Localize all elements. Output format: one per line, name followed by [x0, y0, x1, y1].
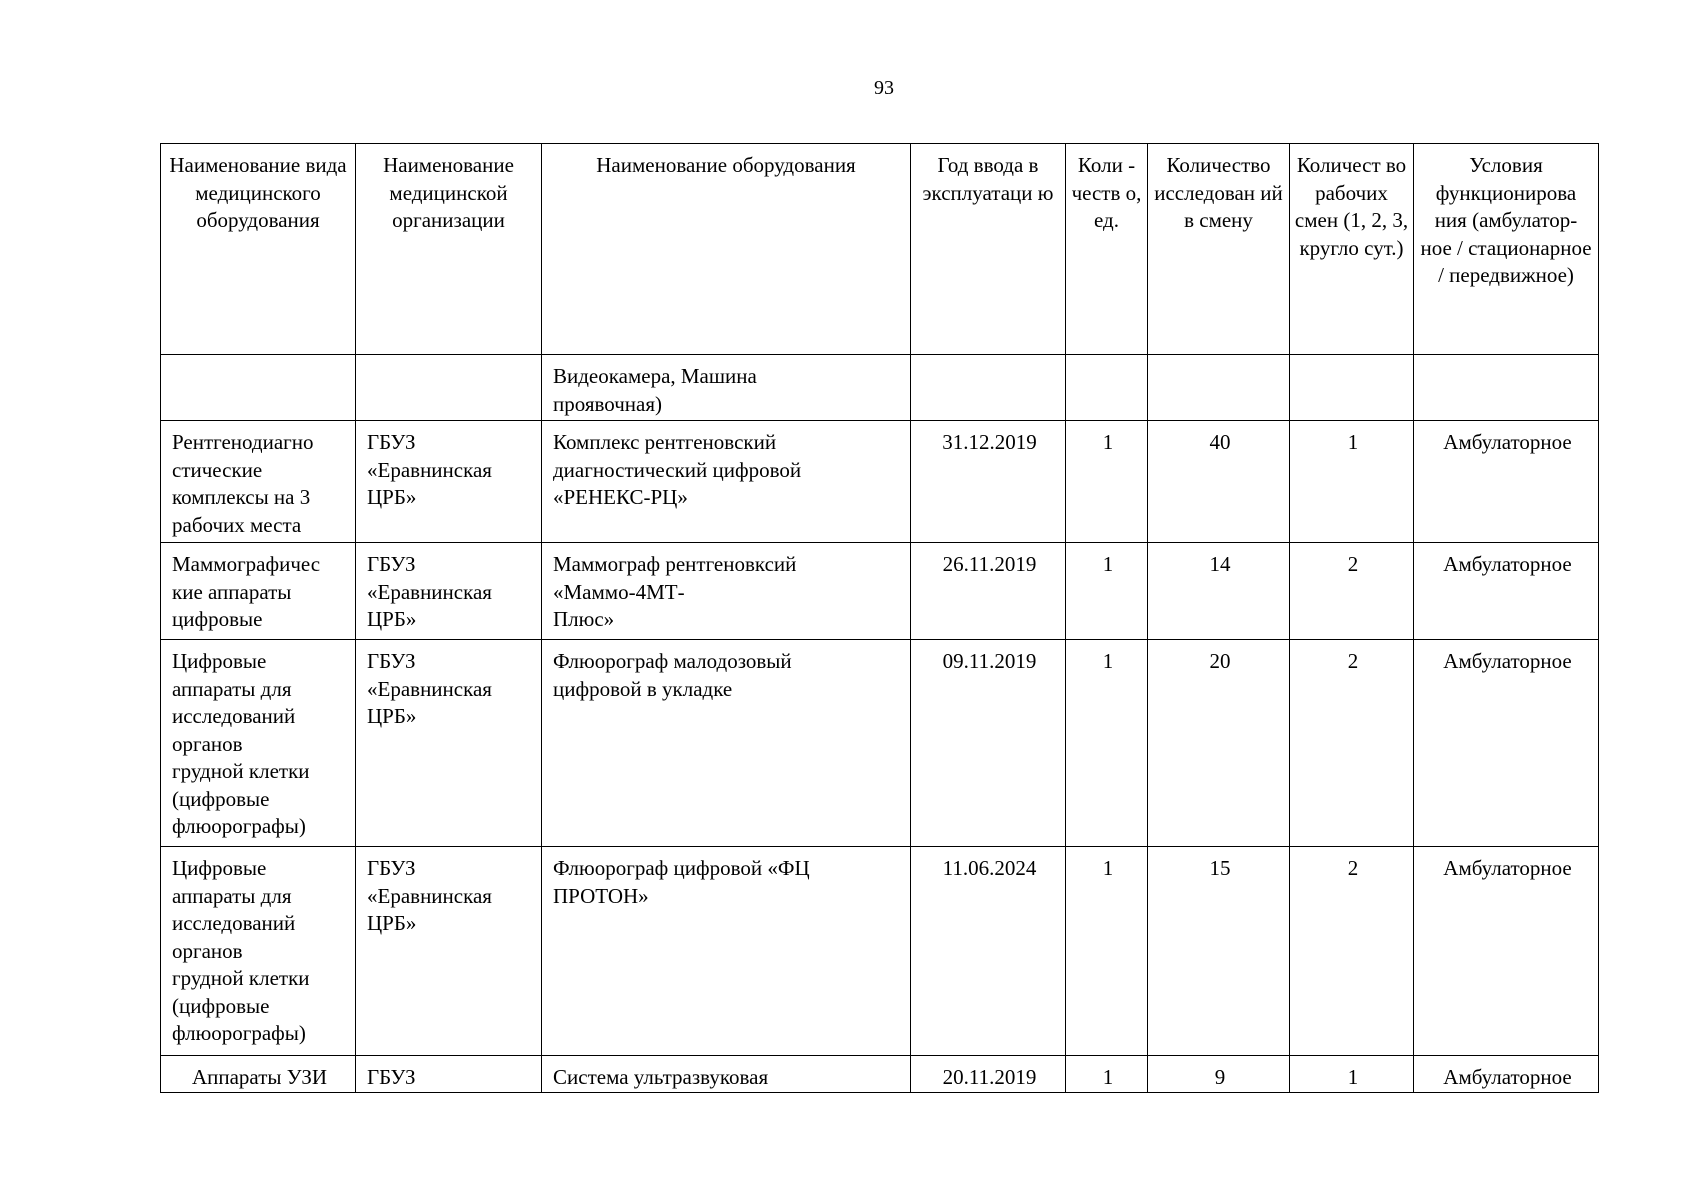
cell-operating-conditions: Амбулаторное — [1414, 1056, 1599, 1093]
cell-operating-conditions: Амбулаторное — [1414, 640, 1599, 847]
cell-work-shifts: 2 — [1290, 640, 1414, 847]
cell-organization: ГБУЗ «Еравнинская ЦРБ» — [356, 421, 542, 543]
header-work-shifts: Количест во рабочих смен (1, 2, 3, кругло сут.) — [1290, 144, 1414, 355]
cell-equipment-type: Маммографичес кие аппараты цифровые — [161, 543, 356, 640]
header-operating-conditions: Условия функционирова ния (амбулатор- ное / стационарное / передвижное) — [1414, 144, 1599, 355]
cell-operating-conditions: Амбулаторное — [1414, 847, 1599, 1056]
cell-operating-conditions: Амбулаторное — [1414, 543, 1599, 640]
cell-equipment-name: Флюорограф цифровой «ФЦ ПРОТОН» — [542, 847, 911, 1056]
cell-organization: ГБУЗ «Еравнинская ЦРБ» — [356, 847, 542, 1056]
table-row — [161, 640, 1599, 847]
cell-equipment-name: Система ультразвуковая — [542, 1056, 911, 1093]
header-row — [161, 144, 1599, 355]
cell-commissioning-year: 26.11.2019 — [911, 543, 1066, 640]
cell-studies-per-shift: 40 — [1148, 421, 1290, 543]
cell-studies-per-shift: 15 — [1148, 847, 1290, 1056]
header-quantity: Коли - честв о, ед. — [1066, 144, 1148, 355]
cell-organization: ГБУЗ — [356, 1056, 542, 1093]
cell-equipment-type: Цифровые аппараты для исследований органов грудной клетки (цифровые флюорографы) — [161, 847, 356, 1056]
cell-operating-conditions — [1414, 355, 1599, 421]
cell-equipment-type: Цифровые аппараты для исследований органов грудной клетки (цифровые флюорографы) — [161, 640, 356, 847]
cell-commissioning-year: 11.06.2024 — [911, 847, 1066, 1056]
header-equipment-type: Наименование вида медицинского оборудования — [161, 144, 356, 355]
cell-equipment-type: Аппараты УЗИ — [161, 1056, 356, 1093]
cell-organization: ГБУЗ «Еравнинская ЦРБ» — [356, 640, 542, 847]
cell-studies-per-shift: 14 — [1148, 543, 1290, 640]
table-row — [161, 1056, 1599, 1093]
cell-equipment-name: Видеокамера, Машина проявочная) — [542, 355, 911, 421]
cell-work-shifts: 1 — [1290, 421, 1414, 543]
cell-work-shifts: 1 — [1290, 1056, 1414, 1093]
cell-organization: ГБУЗ «Еравнинская ЦРБ» — [356, 543, 542, 640]
page-number: 93 — [874, 77, 894, 99]
cell-quantity: 1 — [1066, 543, 1148, 640]
table-row — [161, 355, 1599, 421]
cell-equipment-type: Рентгенодиагно стические комплексы на 3 рабочих места — [161, 421, 356, 543]
cell-equipment-name: Маммограф рентгеновксий «Маммо-4МТ- Плюс» — [542, 543, 911, 640]
cell-studies-per-shift: 20 — [1148, 640, 1290, 847]
cell-equipment-name: Флюорограф малодозовый цифровой в укладке — [542, 640, 911, 847]
cell-quantity — [1066, 355, 1148, 421]
cell-equipment-name: Комплекс рентгеновский диагностический цифровой «РЕНЕКС-РЦ» — [542, 421, 911, 543]
cell-quantity: 1 — [1066, 1056, 1148, 1093]
cell-commissioning-year: 31.12.2019 — [911, 421, 1066, 543]
table-row — [161, 421, 1599, 543]
header-organization: Наименование медицинской организации — [356, 144, 542, 355]
table-row — [161, 543, 1599, 640]
cell-organization — [356, 355, 542, 421]
header-equipment-name: Наименование оборудования — [542, 144, 911, 355]
cell-equipment-type — [161, 355, 356, 421]
cell-commissioning-year: 20.11.2019 — [911, 1056, 1066, 1093]
cell-studies-per-shift: 9 — [1148, 1056, 1290, 1093]
header-studies-per-shift: Количество исследован ий в смену — [1148, 144, 1290, 355]
cell-work-shifts: 2 — [1290, 543, 1414, 640]
equipment-table — [160, 143, 1599, 1093]
cell-commissioning-year: 09.11.2019 — [911, 640, 1066, 847]
cell-work-shifts — [1290, 355, 1414, 421]
cell-quantity: 1 — [1066, 847, 1148, 1056]
cell-commissioning-year — [911, 355, 1066, 421]
cell-operating-conditions: Амбулаторное — [1414, 421, 1599, 543]
cell-quantity: 1 — [1066, 640, 1148, 847]
cell-quantity: 1 — [1066, 421, 1148, 543]
cell-work-shifts: 2 — [1290, 847, 1414, 1056]
table-row — [161, 847, 1599, 1056]
header-commissioning-year: Год ввода в эксплуатаци ю — [911, 144, 1066, 355]
cell-studies-per-shift — [1148, 355, 1290, 421]
